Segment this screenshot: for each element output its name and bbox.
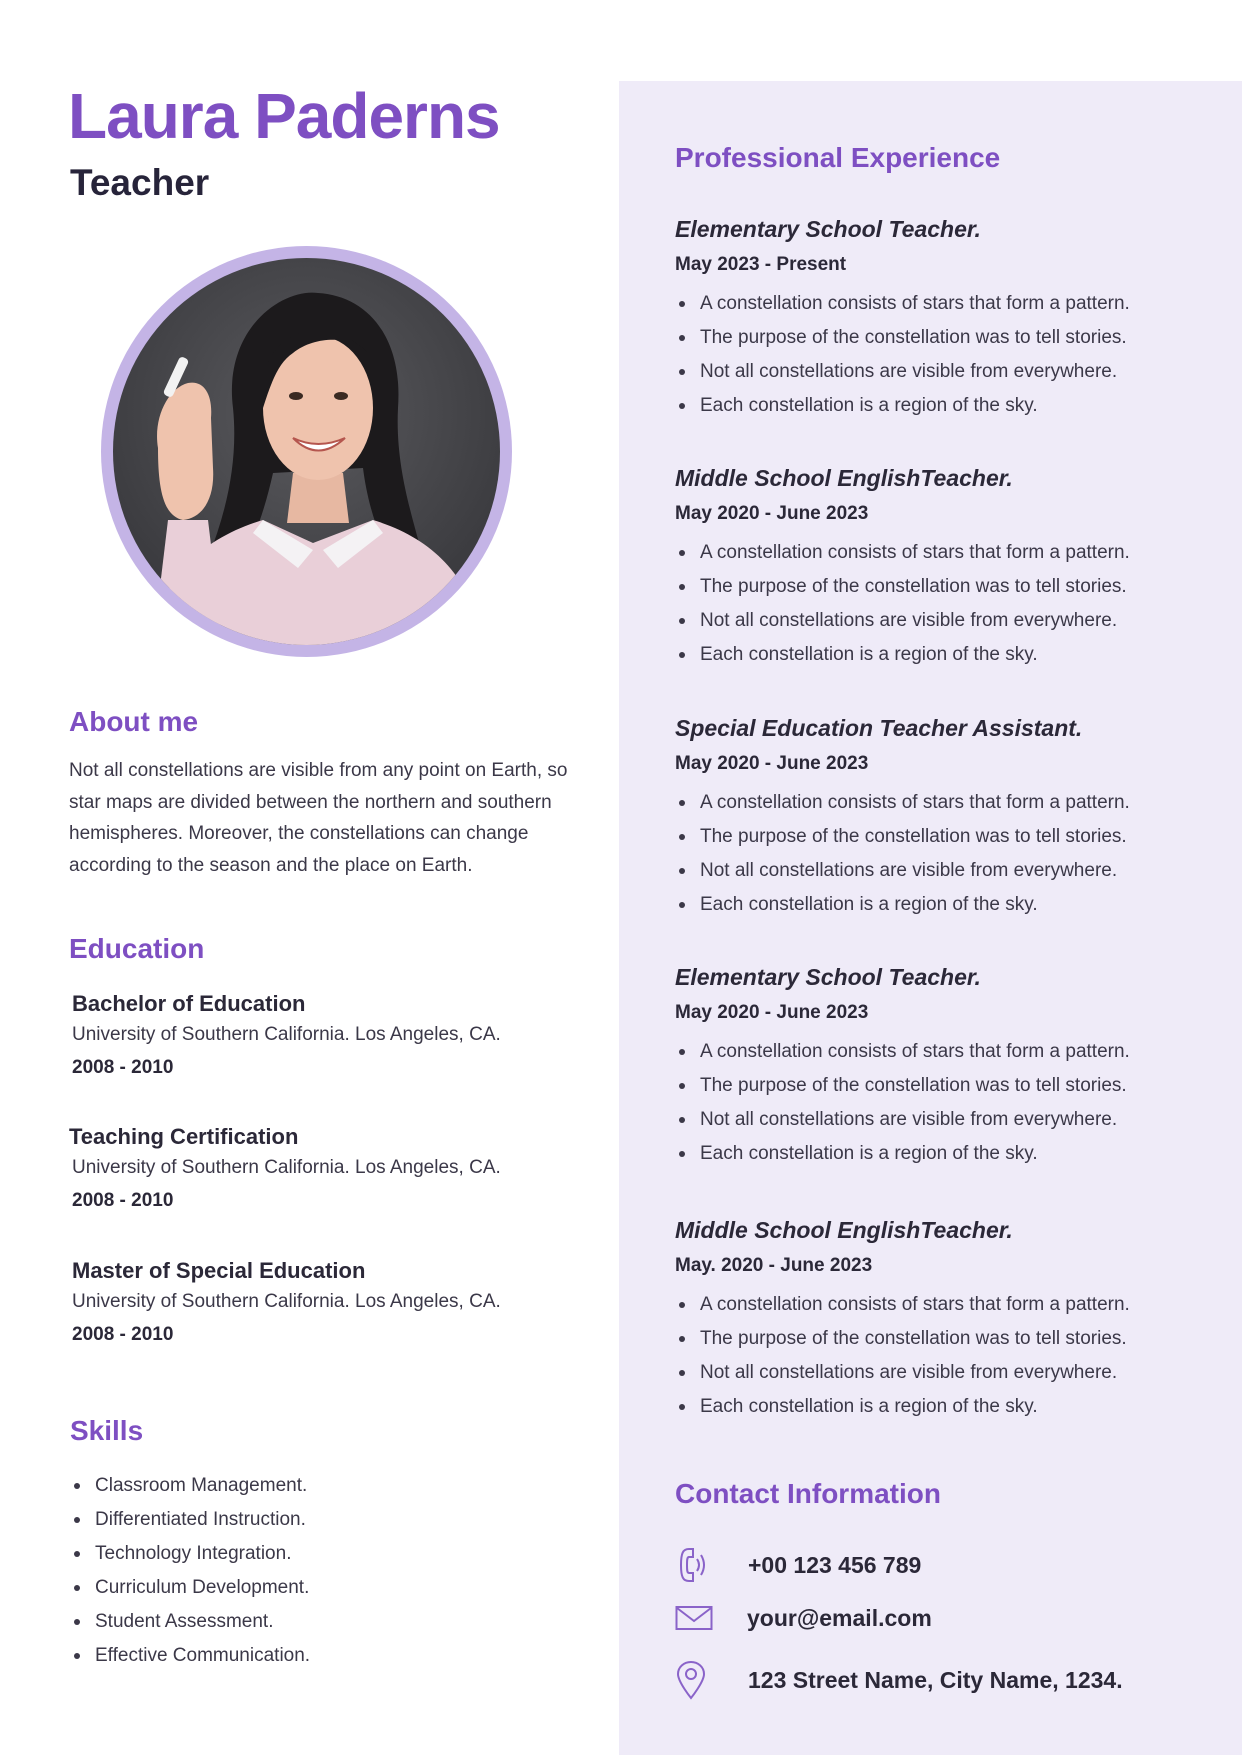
experience-bullet: The purpose of the constellation was to tell stories. xyxy=(675,1069,1215,1103)
skills-list xyxy=(70,1469,310,1673)
experience-bullets xyxy=(675,287,1215,423)
experience-bullet: Not all constellations are visible from everywhere. xyxy=(675,1103,1215,1137)
experience-dates: May 2023 - Present xyxy=(675,254,847,275)
experience-item xyxy=(675,962,1215,1171)
experience-bullet: Each constellation is a region of the sky. xyxy=(675,389,1215,423)
skill-item: Differentiated Instruction. xyxy=(70,1503,310,1537)
education-item xyxy=(69,1123,589,1214)
about-text: Not all constellations are visible from any point on Earth, so star maps are divided between the northern and southern hemispheres. Moreover, the constellations can change according to the season and the place on Earth. xyxy=(69,760,568,876)
location-pin-icon xyxy=(675,1660,715,1700)
experience-bullet: Not all constellations are visible from everywhere. xyxy=(675,355,1215,389)
education-school: University of Southern California. Los Angeles, CA. xyxy=(72,1291,501,1312)
education-years: 2008 - 2010 xyxy=(72,1190,174,1211)
experience-dates: May 2020 - June 2023 xyxy=(675,753,869,774)
experience-bullet: The purpose of the constellation was to tell stories. xyxy=(675,321,1215,355)
contact-heading: Contact Information xyxy=(675,1478,941,1509)
experience-bullet: A constellation consists of stars that form a pattern. xyxy=(675,1035,1215,1069)
experience-item xyxy=(675,214,1215,423)
skill-item: Student Assessment. xyxy=(70,1605,310,1639)
experience-bullets xyxy=(675,1288,1215,1424)
experience-bullet: Each constellation is a region of the sky. xyxy=(675,638,1215,672)
contact-address xyxy=(675,1660,1123,1700)
experience-bullet: The purpose of the constellation was to tell stories. xyxy=(675,1322,1215,1356)
experience-bullets xyxy=(675,1035,1215,1171)
education-years: 2008 - 2010 xyxy=(72,1324,174,1345)
experience-role: Middle School EnglishTeacher. xyxy=(675,1217,1013,1243)
skill-item: Effective Communication. xyxy=(70,1639,310,1673)
skill-item: Technology Integration. xyxy=(70,1537,310,1571)
education-school: University of Southern California. Los Angeles, CA. xyxy=(72,1157,501,1178)
about-heading: About me xyxy=(69,706,199,737)
education-years: 2008 - 2010 xyxy=(72,1057,174,1078)
experience-bullet: A constellation consists of stars that form a pattern. xyxy=(675,536,1215,570)
education-school: University of Southern California. Los Angeles, CA. xyxy=(72,1024,501,1045)
experience-item xyxy=(675,1215,1215,1424)
education-degree: Teaching Certification xyxy=(69,1124,299,1149)
experience-bullet: A constellation consists of stars that form a pattern. xyxy=(675,287,1215,321)
contact-address-text: 123 Street Name, City Name, 1234. xyxy=(748,1666,1123,1693)
experience-item xyxy=(675,713,1215,922)
experience-bullet: Each constellation is a region of the sky. xyxy=(675,888,1215,922)
experience-heading: Professional Experience xyxy=(675,142,1001,173)
experience-item xyxy=(675,463,1215,672)
contact-phone xyxy=(675,1545,921,1585)
experience-role: Elementary School Teacher. xyxy=(675,216,981,242)
experience-dates: May 2020 - June 2023 xyxy=(675,503,869,524)
profile-photo-ring xyxy=(101,246,512,657)
experience-bullet: Not all constellations are visible from everywhere. xyxy=(675,854,1215,888)
experience-role: Middle School EnglishTeacher. xyxy=(675,465,1013,491)
experience-bullet: A constellation consists of stars that form a pattern. xyxy=(675,786,1215,820)
education-heading: Education xyxy=(69,933,205,964)
resume-name: Laura Paderns xyxy=(68,80,500,152)
experience-role: Special Education Teacher Assistant. xyxy=(675,715,1083,741)
contact-email-text: your@email.com xyxy=(747,1604,932,1631)
experience-bullet: The purpose of the constellation was to tell stories. xyxy=(675,570,1215,604)
skills-heading: Skills xyxy=(70,1415,144,1446)
experience-bullet: The purpose of the constellation was to tell stories. xyxy=(675,820,1215,854)
experience-bullets xyxy=(675,786,1215,922)
education-item xyxy=(72,990,592,1081)
portrait-illustration xyxy=(113,258,500,645)
phone-icon xyxy=(675,1545,715,1585)
experience-bullet: A constellation consists of stars that form a pattern. xyxy=(675,1288,1215,1322)
education-degree: Master of Special Education xyxy=(72,1258,366,1283)
education-degree: Bachelor of Education xyxy=(72,991,306,1016)
experience-dates: May 2020 - June 2023 xyxy=(675,1002,869,1023)
skill-item: Curriculum Development. xyxy=(70,1571,310,1605)
job-title: Teacher xyxy=(70,162,210,203)
experience-bullet: Not all constellations are visible from everywhere. xyxy=(675,1356,1215,1390)
experience-bullet: Not all constellations are visible from everywhere. xyxy=(675,604,1215,638)
experience-dates: May. 2020 - June 2023 xyxy=(675,1255,873,1276)
experience-bullets xyxy=(675,536,1215,672)
skill-item: Classroom Management. xyxy=(70,1469,310,1503)
experience-bullet: Each constellation is a region of the sky. xyxy=(675,1137,1215,1171)
envelope-icon xyxy=(675,1598,715,1638)
profile-photo xyxy=(113,258,500,645)
experience-role: Elementary School Teacher. xyxy=(675,964,981,990)
experience-bullet: Each constellation is a region of the sky. xyxy=(675,1390,1215,1424)
contact-email xyxy=(675,1598,932,1638)
contact-phone-text: +00 123 456 789 xyxy=(748,1551,922,1578)
education-item xyxy=(72,1257,592,1348)
